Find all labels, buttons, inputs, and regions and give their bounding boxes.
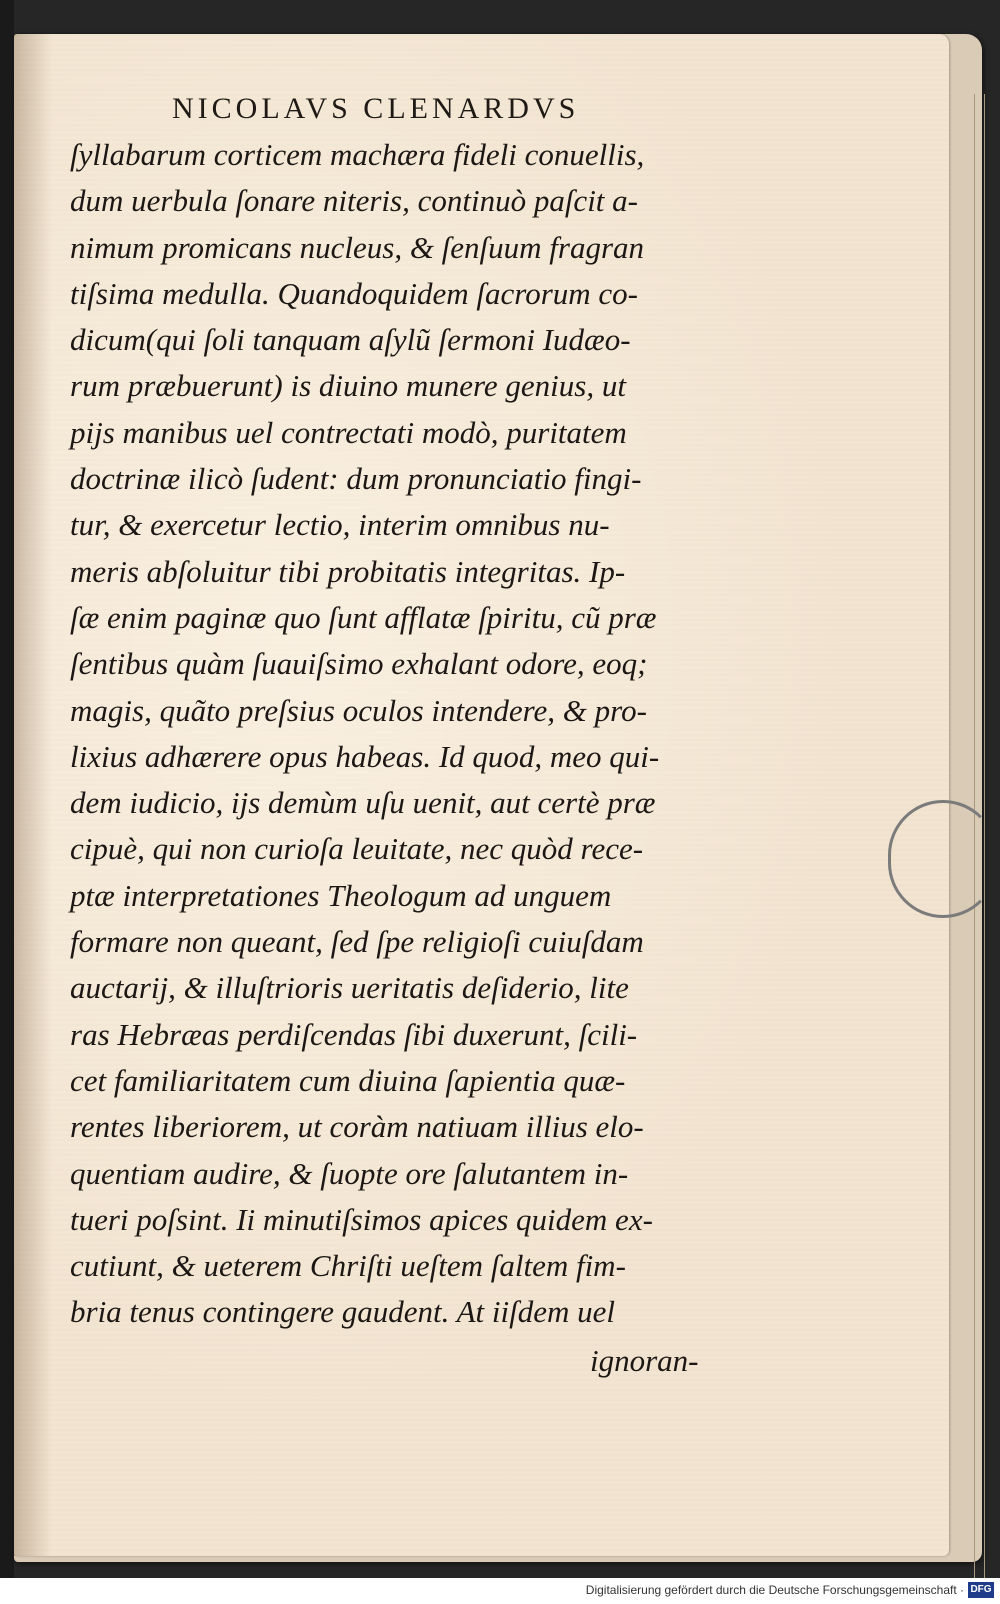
text-line: bria tenus contingere gaudent. At iiſdem uel	[70, 1294, 615, 1330]
text-line: dum uerbula ſonare niteris, continuò paſcit a-	[70, 183, 638, 219]
text-line: ſyllabarum corticem machæra fideli conuellis,	[70, 137, 645, 172]
text-line: tueri poſsint. Ii minutiſsimos apices quidem ex-	[70, 1201, 653, 1237]
spine-background	[0, 0, 14, 1604]
text-line: meris abſoluitur tibi probitatis integritas. Ip-	[70, 553, 626, 589]
footer-credit: Digitalisierung gefördert durch die Deutsche Forschungsgemeinschaft ·	[585, 1583, 964, 1597]
body-text	[70, 132, 730, 1336]
text-line: auctarij, & illuſtrioris ueritatis deſiderio, lite	[70, 970, 629, 1006]
running-head: NICOLAVS CLENARDVS	[172, 92, 580, 125]
page-clip	[888, 800, 998, 918]
text-line: ptæ interpretationes Theologum ad unguem	[70, 877, 612, 913]
gutter-shadow	[14, 34, 52, 1556]
text-line: ſæ enim paginæ quo ſunt afflatæ ſpiritu, cũ præ	[70, 599, 657, 635]
text-line: quentiam audire, & ſuopte ore ſalutantem in-	[70, 1155, 629, 1191]
text-line: nimum promicans nucleus, & ſenſuum fragran	[70, 229, 645, 265]
text-line: dem iudicio, ijs demùm uſu uenit, aut certè præ	[70, 785, 656, 821]
text-line: magis, quãto preſsius oculos intendere, & pro-	[70, 692, 647, 728]
text-line: dicum(qui ſoli tanquam aſylũ ſermoni Iudæo-	[70, 322, 631, 358]
text-line: formare non queant, ſed ſpe religioſi cuiuſdam	[70, 924, 644, 960]
text-line: rum præbuerunt) is diuino munere genius, ut	[70, 368, 626, 404]
text-line: tur, & exercetur lectio, interim omnibus nu-	[70, 507, 610, 543]
text-line: rentes liberiorem, ut coràm natiuam illius elo-	[70, 1109, 644, 1145]
text-line: cutiunt, & ueterem Chriſti ueſtem ſaltem fim-	[70, 1248, 626, 1284]
catchword: ignoran-	[590, 1343, 699, 1378]
text-line: pijs manibus uel contrectati modò, puritatem	[70, 414, 627, 450]
dfg-logo: DFG	[968, 1582, 994, 1598]
text-line: tiſsima medulla. Quandoquidem ſacrorum co-	[70, 275, 638, 311]
text-line: cipuè, qui non curioſa leuitate, nec quòd rece-	[70, 831, 644, 867]
text-line: ſentibus quàm ſuauiſsimo exhalant odore, eoq;	[70, 646, 648, 682]
text-line: lixius adhærere opus habeas. Id quod, meo qui-	[70, 738, 660, 774]
text-line: ras Hebræas perdiſcendas ſibi duxerunt, ſcili-	[70, 1016, 638, 1052]
text-line: cet familiaritatem cum diuina ſapientia quæ-	[70, 1062, 626, 1098]
text-line: doctrinæ ilicò ſudent: dum pronunciatio fingi-	[70, 461, 642, 497]
